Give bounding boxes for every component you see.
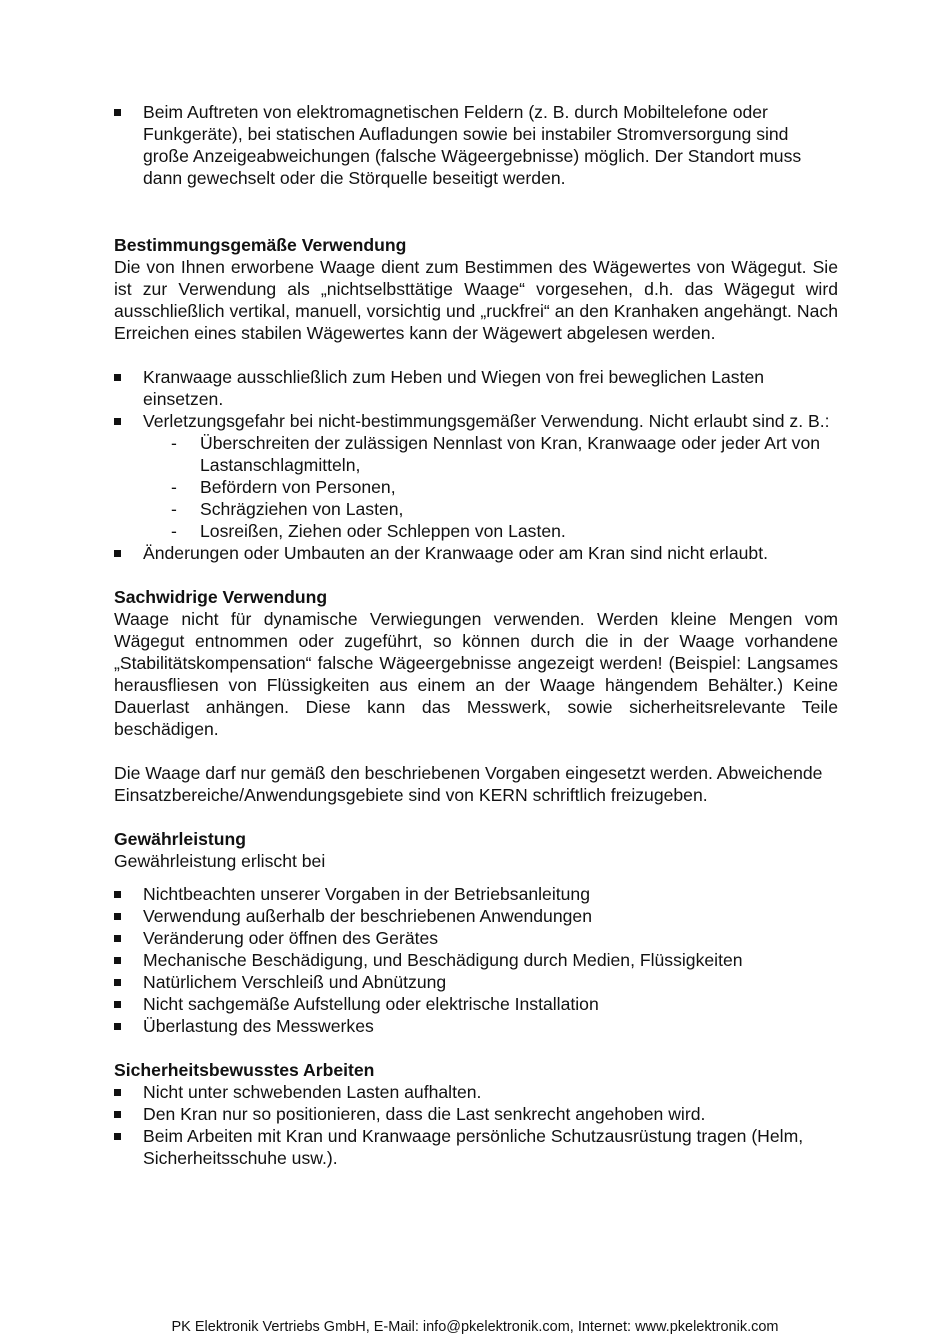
bullet-text: Nichtbeachten unserer Vorgaben in der Betriebsanleitung [143, 884, 590, 904]
square-bullet-icon [114, 1111, 121, 1118]
document-body [114, 101, 838, 1169]
dash-text: Überschreiten der zulässigen Nennlast von Kran, Kranwaage oder jeder Art von Lastanschlagmitteln, [200, 433, 821, 475]
square-bullet-icon [114, 891, 121, 898]
bullet-text: Änderungen oder Umbauten an der Kranwaage oder am Kran sind nicht erlaubt. [143, 543, 768, 563]
dash-text: Schrägziehen von Lasten, [200, 499, 404, 519]
list-item [171, 476, 838, 498]
square-bullet-icon [114, 1133, 121, 1140]
section-heading-bestimmungsgemaesse-verwendung: Bestimmungsgemäße Verwendung [114, 235, 407, 255]
section-paragraph: Waage nicht für dynamische Verwiegungen verwenden. Werden kleine Mengen vom Wägegut entnommen oder zugeführt, so können durch die in der Waage vorhandene „Stabilitätskompensation“ falsche Wägeergebnisse angezeigt werden! (Beispiel: Langsames herausfliesen von Flüssigkeiten aus einem an der Waage hängendem Behälter.) Keine Dauerlast anhängen. Diese kann das Messwerk, sowie sicherheitsrelevante Teile beschädigen. [114, 609, 838, 739]
bullet-text: Überlastung des Messwerkes [143, 1016, 374, 1036]
section-heading-sicherheitsbewusstes-arbeiten: Sicherheitsbewusstes Arbeiten [114, 1060, 375, 1080]
bullet-text: Kranwaage ausschließlich zum Heben und Wiegen von frei beweglichen Lasten einsetzen. [143, 367, 765, 409]
dash-bullet-icon: - [171, 433, 177, 453]
square-bullet-icon [114, 1089, 121, 1096]
list-item [114, 971, 838, 993]
bullet-text: Natürlichem Verschleiß und Abnützung [143, 972, 447, 992]
bullet-text: Verwendung außerhalb der beschriebenen Anwendungen [143, 906, 592, 926]
bullet-text: Veränderung oder öffnen des Gerätes [143, 928, 439, 948]
list-item [114, 410, 838, 432]
warranty-bullet-list [114, 883, 838, 1037]
section-intro: Gewährleistung erlischt bei [114, 851, 326, 871]
safety-bullet-list [114, 1081, 838, 1169]
square-bullet-icon [114, 913, 121, 920]
section-paragraph: Die Waage darf nur gemäß den beschriebenen Vorgaben eingesetzt werden. Abweichende Einsatzbereiche/Anwendungsgebiete sind von KERN schriftlich freizugeben. [114, 763, 823, 805]
list-item [114, 927, 838, 949]
list-item [114, 1081, 838, 1103]
page-footer: PK Elektronik Vertriebs GmbH, E-Mail: info@pkelektronik.com, Internet: www.pkelektronik.com [171, 1319, 779, 1335]
dash-text: Losreißen, Ziehen oder Schleppen von Lasten. [200, 521, 566, 541]
square-bullet-icon [114, 935, 121, 942]
square-bullet-icon [114, 957, 121, 964]
intro-bullet-list [114, 101, 838, 189]
list-item [114, 542, 838, 564]
bullet-text: Nicht sachgemäße Aufstellung oder elektrische Installation [143, 994, 599, 1014]
bullet-text: Mechanische Beschädigung, und Beschädigung durch Medien, Flüssigkeiten [143, 950, 743, 970]
bullet-text: Den Kran nur so positionieren, dass die Last senkrecht angehoben wird. [143, 1104, 706, 1124]
dash-bullet-icon: - [171, 477, 177, 497]
dash-bullet-icon: - [171, 521, 177, 541]
list-item [171, 498, 838, 520]
list-item [114, 905, 838, 927]
square-bullet-icon [114, 374, 121, 381]
forbidden-use-dash-list [114, 432, 838, 542]
list-item [114, 366, 838, 410]
section-heading-sachwidrige-verwendung: Sachwidrige Verwendung [114, 587, 328, 607]
bullet-text: Beim Arbeiten mit Kran und Kranwaage persönliche Schutzausrüstung tragen (Helm, Sicherheitsschuhe usw.). [143, 1126, 804, 1168]
list-item [114, 993, 838, 1015]
square-bullet-icon [114, 418, 121, 425]
square-bullet-icon [114, 550, 121, 557]
modification-bullet-list [114, 542, 838, 564]
section-paragraph: Die von Ihnen erworbene Waage dient zum Bestimmen des Wägewertes von Wägegut. Sie ist zur Verwendung als „nichtselbsttätige Waage“ vorgesehen, d.h. das Wägegut wird ausschließlich vertikal, manuell, vorsichtig und „ruckfrei“ an den Kranhaken angehängt. Nach Erreichen eines stabilen Wägewertes kann der Wägewert abgelesen werden. [114, 257, 838, 343]
dash-text: Befördern von Personen, [200, 477, 396, 497]
usage-bullet-list [114, 366, 838, 432]
square-bullet-icon [114, 1023, 121, 1030]
square-bullet-icon [114, 979, 121, 986]
section-heading-gewaehrleistung: Gewährleistung [114, 829, 246, 849]
list-item [171, 432, 838, 476]
bullet-text: Nicht unter schwebenden Lasten aufhalten. [143, 1082, 482, 1102]
square-bullet-icon [114, 1001, 121, 1008]
list-item [114, 949, 838, 971]
dash-bullet-icon: - [171, 499, 177, 519]
list-item [114, 1015, 838, 1037]
list-item [114, 1125, 838, 1169]
list-item [114, 101, 838, 189]
list-item [114, 883, 838, 905]
list-item [114, 1103, 838, 1125]
list-item [171, 520, 838, 542]
bullet-text: Beim Auftreten von elektromagnetischen Feldern (z. B. durch Mobiltelefone oder Funkgeräte), bei statischen Aufladungen sowie bei instabiler Stromversorgung sind große Anzeigeabweichungen (falsche Wägeergebnisse) möglich. Der Standort muss dann gewechselt oder die Störquelle beseitigt werden. [143, 102, 802, 188]
square-bullet-icon [114, 109, 121, 116]
bullet-text: Verletzungsgefahr bei nicht-bestimmungsgemäßer Verwendung. Nicht erlaubt sind z. B.: [143, 411, 830, 431]
